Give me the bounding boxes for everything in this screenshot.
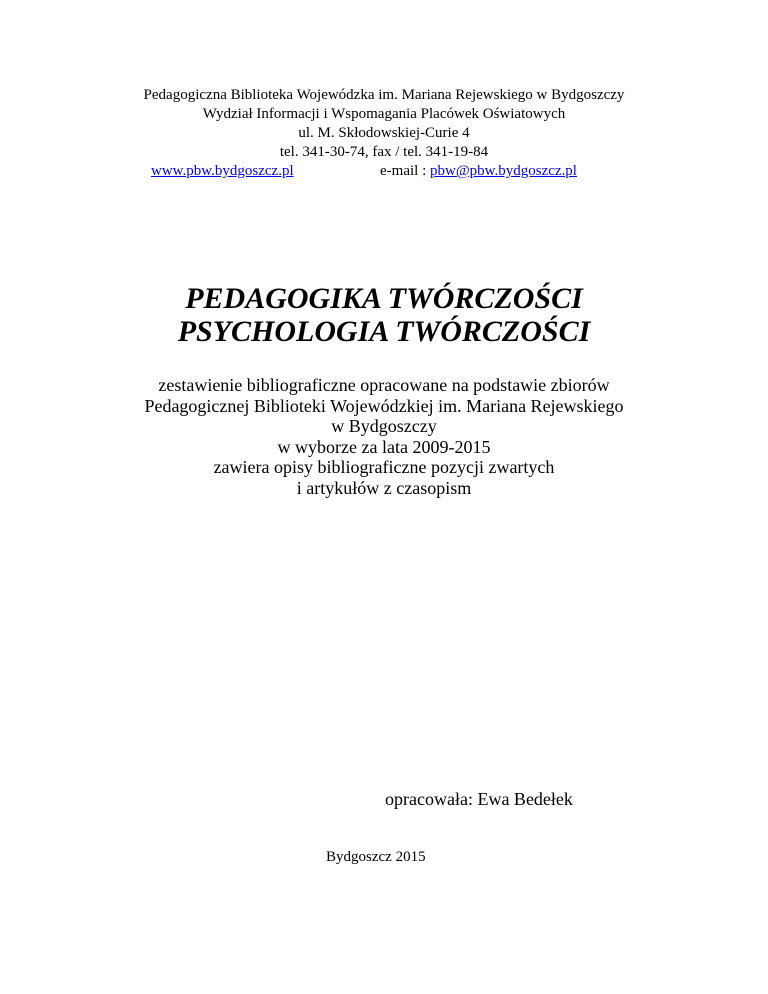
description-line: w wyborze za lata 2009-2015 xyxy=(277,436,491,457)
description-line: Pedagogicznej Biblioteki Wojewódzkiej im. Mariana Rejewskiego xyxy=(144,395,624,416)
email-link[interactable]: pbw@pbw.bydgoszcz.pl xyxy=(429,163,577,179)
department-name: Wydział Informacji i Wspomagania Placówek Oświatowych xyxy=(202,106,566,122)
title-line-1: PEDAGOGIKA TWÓRCZOŚCI xyxy=(185,282,583,315)
email-label: e-mail : xyxy=(380,163,430,179)
institution-header xyxy=(0,86,768,181)
place-and-year: Bydgoszcz 2015 xyxy=(326,849,426,865)
website-link[interactable]: www.pbw.bydgoszcz.pl xyxy=(151,163,294,179)
description-line: i artykułów z czasopism xyxy=(296,477,472,498)
institution-name: Pedagogiczna Biblioteka Wojewódzka im. Mariana Rejewskiego w Bydgoszczy xyxy=(143,87,625,103)
bibliography-description xyxy=(0,375,768,498)
phone-fax: tel. 341-30-74, fax / tel. 341-19-84 xyxy=(279,144,489,160)
description-line: w Bydgoszczy xyxy=(331,416,437,436)
author-credit: opracowała: Ewa Bedełek xyxy=(385,789,573,809)
contact-links xyxy=(0,162,768,181)
email-block xyxy=(380,162,577,181)
description-line: zestawienie bibliograficzne opracowane na podstawie zbiorów xyxy=(158,375,610,395)
description-line: zawiera opisy bibliograficzne pozycji zwartych xyxy=(213,457,555,477)
address: ul. M. Skłodowskiej-Curie 4 xyxy=(298,125,470,141)
document-title xyxy=(0,282,768,348)
title-line-2: PSYCHOLOGIA TWÓRCZOŚCI xyxy=(177,315,591,348)
